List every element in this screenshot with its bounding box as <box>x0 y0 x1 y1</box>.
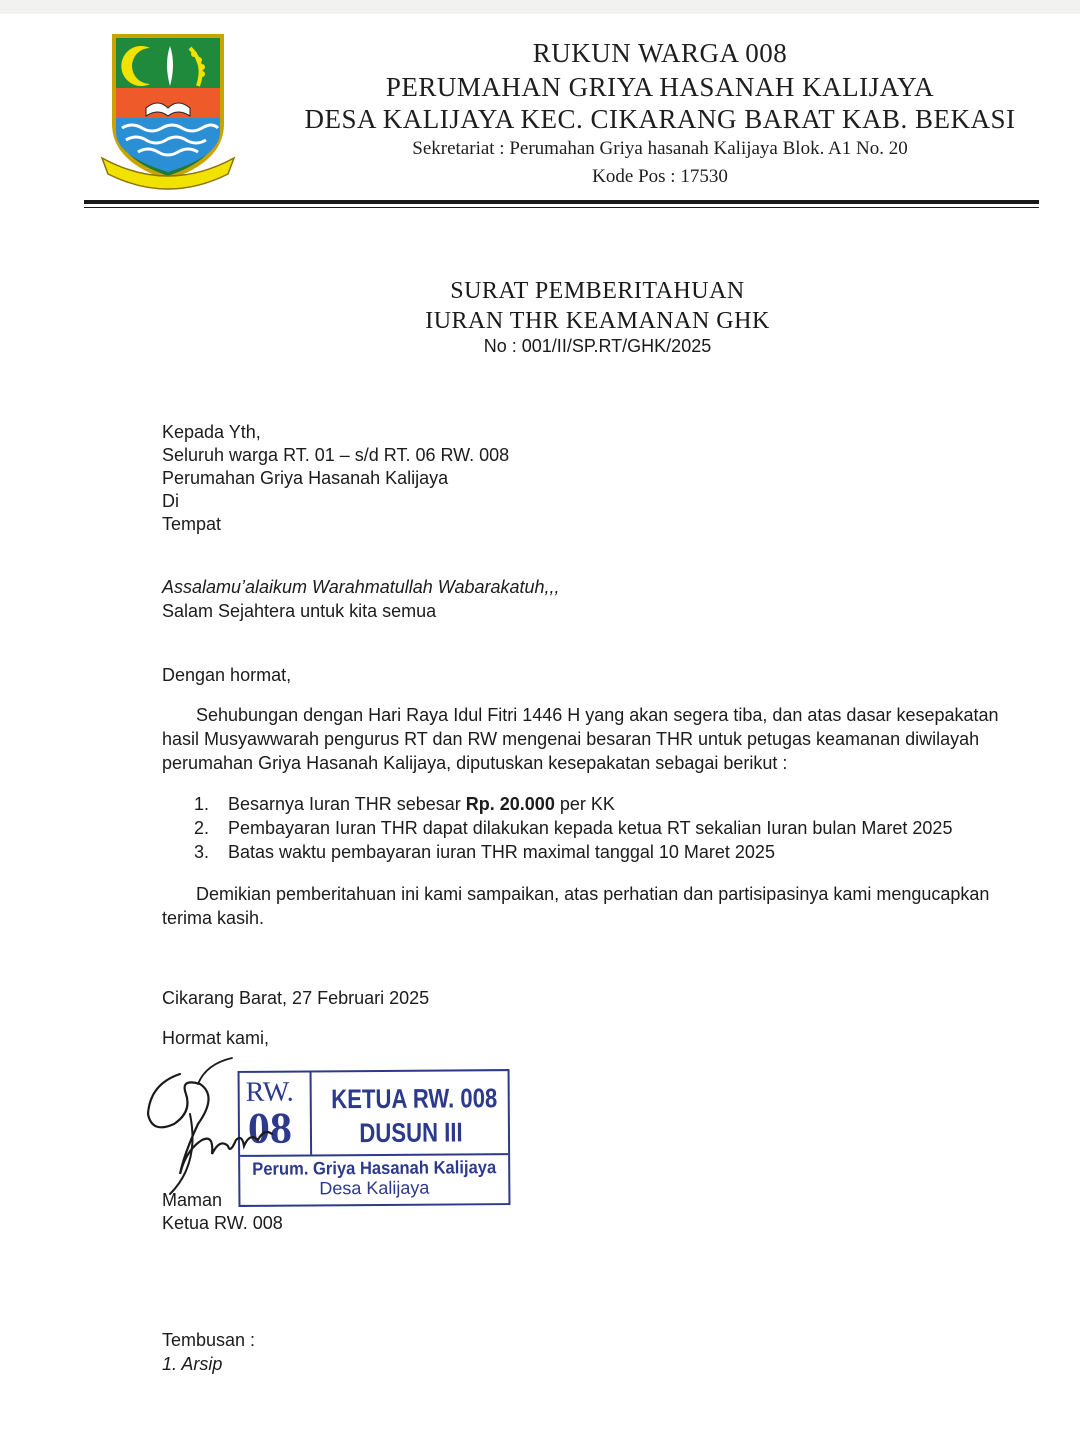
letterhead-rw: RUKUN WARGA 008 <box>532 38 788 68</box>
regards: Hormat kami, <box>162 1028 270 1048</box>
recipient-salutation: Kepada Yth, <box>162 422 261 442</box>
list-item-amount: Rp. 20.000 <box>465 794 555 814</box>
list-item-number: 3. <box>194 842 210 862</box>
stamp-village: Desa Kalijaya <box>319 1177 430 1199</box>
body-paragraph: Sehubungan dengan Hari Raya Idul Fitri 1446 H yang akan segera tiba, dan atas dasar kesepakatan hasil Musyawwarah pengurus RT dan RW mengenai besaran THR untuk petugas keamanan diwilayah perumahan Griya Hasanah Kalijaya, diputuskan kesepakatan sebagai berikut : <box>162 705 999 773</box>
list-item-text: Besarnya Iuran THR sebesar <box>228 794 466 814</box>
list-item <box>194 818 952 839</box>
signatory-name: Maman <box>162 1190 223 1210</box>
letterhead-housing: PERUMAHAN GRIYA HASANAH KALIJAYA <box>385 72 935 102</box>
cc-label: Tembusan : <box>162 1330 256 1350</box>
letter-number: No : 001/II/SP.RT/GHK/2025 <box>483 336 712 356</box>
list-item-text: Pembayaran Iuran THR dapat dilakukan kepada ketua RT sekalian Iuran bulan Maret 2025 <box>228 818 953 838</box>
letterhead-divider-thick <box>84 200 1039 204</box>
list-item-text: Batas waktu pembayaran iuran THR maximal tanggal 10 Maret 2025 <box>228 842 775 862</box>
greeting-salam-2: Salam Sejahtera untuk kita semua <box>162 601 437 621</box>
greeting-opening: Dengan hormat, <box>162 665 292 685</box>
letterhead-divider-thin <box>84 207 1039 208</box>
recipient-place: Tempat <box>162 514 222 534</box>
recipient-housing: Perumahan Griya Hasanah Kalijaya <box>162 468 449 488</box>
stamp-title: KETUA RW. 008 <box>331 1083 498 1115</box>
bekasi-regency-crest-icon <box>98 28 238 194</box>
stamp-divider-vertical <box>310 1072 313 1154</box>
recipient-di: Di <box>162 491 179 511</box>
list-item-suffix: per KK <box>554 794 615 814</box>
recipient-residents: Seluruh warga RT. 01 – s/d RT. 06 RW. 008 <box>162 445 510 465</box>
list-item <box>194 794 615 815</box>
letter-page <box>0 14 1080 1452</box>
handwritten-signature <box>140 1054 300 1204</box>
letter-title: SURAT PEMBERITAHUAN <box>450 278 745 304</box>
stamp-rw-number: 08 <box>247 1103 293 1153</box>
letterhead-address: Sekretariat : Perumahan Griya hasanah Kalijaya Blok. A1 No. 20 <box>412 138 908 159</box>
list-item-number: 1. <box>194 794 210 814</box>
closing-paragraph: Demikian pemberitahuan ini kami sampaikan, atas perhatian dan partisipasinya kami mengucapkan terima kasih. <box>162 884 990 928</box>
list-item-number: 2. <box>194 818 210 838</box>
stamp-subtitle: DUSUN III <box>359 1117 463 1149</box>
letterhead-village: DESA KALIJAYA KEC. CIKARANG BARAT KAB. BEKASI <box>304 104 1016 134</box>
list-item <box>194 842 775 863</box>
signatory-position: Ketua RW. 008 <box>162 1213 283 1233</box>
place-date: Cikarang Barat, 27 Februari 2025 <box>162 988 430 1008</box>
greeting-salam: Assalamu’alaikum Warahmatullah Wabarakatuh,,, <box>162 577 560 597</box>
letterhead-postal-code: Kode Pos : 17530 <box>592 166 728 187</box>
cc-item: 1. Arsip <box>162 1354 223 1374</box>
stamp-housing: Perum. Griya Hasanah Kalijaya <box>252 1157 497 1179</box>
letter-subtitle: IURAN THR KEAMANAN GHK <box>425 308 770 334</box>
stamp-rw-label: RW. <box>245 1076 294 1108</box>
